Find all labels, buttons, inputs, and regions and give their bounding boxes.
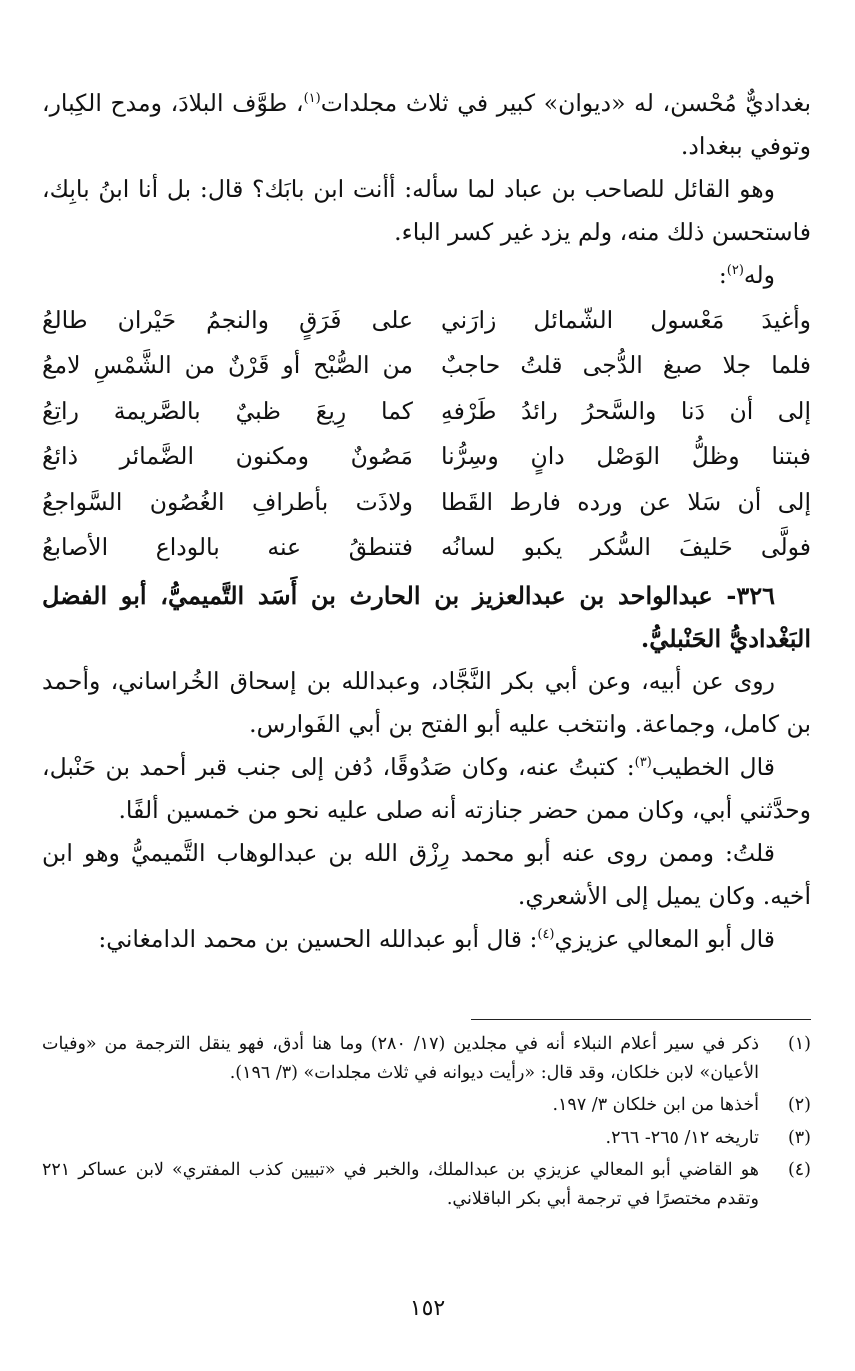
footnote-ref: (٤) [537,927,555,942]
poem [42,297,811,570]
verse-first-half: فولَّى حَليفَ السُّكر يكبو لسانُه [441,533,811,562]
footnote [42,1124,811,1153]
footnote-number: (٣) [787,1127,811,1148]
paragraph-5 [42,746,811,832]
footnote-text: ذكر في سير أعلام النبلاء أنه في مجلدين (١٧/ ٢٨٠) وما هنا أدق، فهو ينقل الترجمة من «وفيات الأعيان» لابن خلكان، وقد قال: «رأيت ديوانه في ثلاث مجلدات» (٣/ ١٩٦). [42,1034,759,1083]
footnote [42,1091,811,1120]
verse-first-half: فلما جلا صبغ الدُّجى قلتُ حاجبٌ [441,351,811,380]
paragraph-text: : كتبتُ عنه، وكان صَدُوقًا، دُفن إلى جنب قبر أحمد بن حَنْبل، وحدَّثني أبي، وكان ممن حضر جنازته أنه صلى عليه نحو من خمسين ألفًا. [42,753,811,824]
paragraph-text: : [718,261,727,289]
footnote-number: (٤) [787,1160,811,1180]
footnote-number: (١) [787,1034,811,1054]
paragraph-text: : قال أبو عبدالله الحسين بن محمد الدامغاني: [98,925,538,953]
paragraph-text: قال الخطيب [651,753,775,781]
verse-second-half: على فَرَقٍ والنجمُ حَيْران طالعُ [42,305,413,334]
paragraph-text: قال أبو المعالي عزيزي [554,925,775,953]
footnote-ref: (١) [303,91,321,106]
footnote-text: أخذها من ابن خلكان ٣/ ١٩٧. [552,1095,759,1115]
footnote-text: هو القاضي أبو المعالي عزيزي بن عبدالملك، والخبر في «تبيين كذب المفتري» لابن عساكر ٢٢١ وتقدم مختصرًا في ترجمة أبي بكر الباقلاني. [42,1160,759,1209]
paragraph-2: وهو القائل للصاحب بن عباد لما سأله: أأنت ابن بابَك؟ قال: بل أنا ابنُ بابِك، فاستحسن ذلك منه، ولم يزد غير كسر الباء. [42,175,811,246]
verse [42,525,811,571]
paragraph-7 [42,918,811,961]
paragraph-text: ، طوَّف البلادَ، ومدح الكِبار، وتوفي ببغداد. [42,89,811,160]
footnote [42,1030,811,1087]
verse-first-half: إلى أن دَنا والسَّحرُ رائدُ طَرْفهِ [441,396,811,425]
verse-second-half: من الصُّبْح أو قَرْنٌ من الشَّمْسِ لامعُ [42,351,413,380]
footnote-ref: (٢) [726,263,744,278]
verse-second-half: فتنطقُ عنه بالوداع الأصابعُ [42,533,413,562]
page-number: ١٥٢ [409,1296,446,1321]
verse-first-half: فبتنا وظلُّ الوَصْل دانٍ وسِرُّنا [441,442,811,471]
paragraph-text: وله [743,261,775,289]
paragraph-1 [42,82,811,168]
verse-first-half: إلى أن سَلا عن ورده فارط القَطا [441,487,811,516]
verse-second-half: كما رِيعَ ظبيٌ بالصَّريمة راتِعُ [42,396,413,425]
verse [42,297,811,343]
entry-heading: ٣٢٦- عبدالواحد بن عبدالعزيز بن الحارث بن أَسَد التَّميميُّ، أبو الفضل البَغْداديُّ الحَنْبليُّ. [42,581,811,653]
paragraph-text: بغداديٌّ مُحْسن، له «ديوان» كبير في ثلاث مجلدات [320,89,811,117]
verse [42,388,811,434]
paragraph-4: روى عن أبيه، وعن أبي بكر النَّجَّاد، وعبدالله بن إسحاق الخُراساني، وأحمد بن كامل، وجماعة. وانتخب عليه أبو الفتح بن أبي الفَوارس. [42,667,811,738]
verse-first-half: وأغيدَ مَعْسول الشّمائل زارَني [441,305,811,334]
verse-second-half: مَصُونٌ ومكنون الضَّمائر ذائعُ [42,442,413,471]
footnote-ref: (٣) [634,755,652,770]
main-text [42,82,811,961]
verse [42,434,811,480]
footnotes [42,1030,811,1217]
footnote [42,1156,811,1213]
verse-second-half: ولاذَت بأطرافِ الغُصُون السَّواجعُ [42,487,413,516]
footnote-divider [471,1019,811,1020]
paragraph-3 [42,254,811,297]
paragraph-6: قلتُ: وممن روى عنه أبو محمد رِزْق الله بن عبدالوهاب التَّميميُّ وهو ابن أخيه. وكان يميل إلى الأشعري. [42,839,811,910]
verse [42,343,811,389]
footnote-number: (٢) [787,1095,811,1115]
verse [42,479,811,525]
footnote-text: تاريخه ١٢/ ٢٦٥- ٢٦٦. [605,1127,759,1148]
